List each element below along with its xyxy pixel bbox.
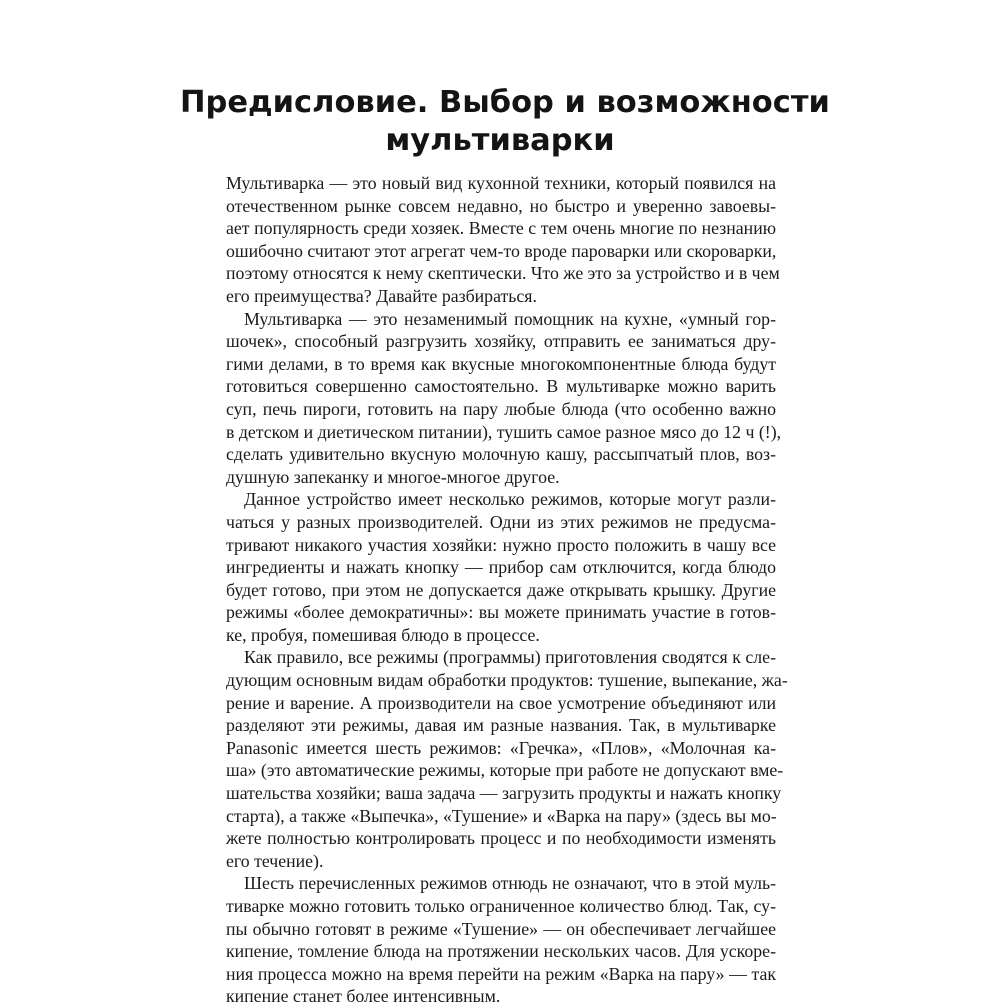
text-line: душную запеканку и многое-многое другое.	[226, 466, 560, 487]
text-line: шательства хозяйки; ваша задача — загрузить продукты и нажать кнопку	[226, 783, 782, 804]
text-line: тиварке можно готовить только ограниченное количество блюд. Так, су-	[226, 896, 776, 916]
text-line: режимы «более демократичны»: вы можете принимать участие в готов-	[226, 602, 776, 623]
text-line: ингредиенты и нажать кнопку — прибор сам отключится, когда блюдо	[226, 557, 776, 578]
title-line-2: мультиварки	[385, 123, 615, 158]
paragraph-2	[226, 308, 782, 489]
text-line: шочек», способный разгрузить хозяйку, отправить ее заниматься дру-	[226, 331, 776, 352]
text-line: пы обычно готовят в режиме «Тушение» — он обеспечивает легчайшее	[226, 918, 776, 939]
text-line: кипение станет более интенсивным.	[226, 986, 501, 1007]
paragraph-5	[226, 872, 776, 1008]
text-line: дующим основным видам обработки продуктов: тушение, выпекание, жа-	[226, 670, 788, 691]
text-line: в детском и диетическом питании), тушить самое разное мясо до 12 ч (!),	[226, 421, 782, 442]
text-line: старта), а также «Выпечка», «Тушение» и «Варка на пару» (здесь вы мо-	[226, 805, 777, 826]
text-line: его течение).	[226, 850, 324, 871]
text-line: ния процесса можно на время перейти на режим «Варка на пару» — так	[226, 963, 776, 984]
text-line: его преимущества? Давайте разбираться.	[226, 285, 537, 306]
text-line: сделать удивительно вкусную молочную кашу, рассыпчатый плов, воз-	[226, 444, 776, 465]
text-line: Мультиварка — это новый вид кухонной техники, который появился на	[226, 173, 776, 193]
text-line: суп, печь пироги, готовить на пару любые блюда (что особенно важно	[226, 398, 776, 419]
text-line: Данное устройство имеет несколько режимов, которые могут разли-	[244, 489, 776, 510]
text-line: Panasonic имеется шесть режимов: «Гречка», «Плов», «Молочная ка-	[226, 737, 776, 758]
paragraph-3	[226, 488, 776, 646]
text-line: тривают никакого участия хозяйки: нужно просто положить в чашу все	[226, 534, 776, 555]
text-line: поэтому относятся к нему скептически. Что же это за устройство и в чем	[226, 263, 780, 284]
page-title	[180, 84, 830, 160]
text-line: чаться у разных производителей. Одни из этих режимов не предусма-	[226, 511, 776, 532]
text-line: готовиться совершенно самостоятельно. В мультиварке можно варить	[226, 376, 776, 397]
text-line: Мультиварка — это незаменимый помощник на кухне, «умный гор-	[244, 308, 776, 329]
text-line: Как правило, все режимы (программы) приготовления сводятся к сле-	[244, 647, 776, 668]
text-line: гими делами, в то время как вкусные многокомпонентные блюда будут	[226, 353, 776, 374]
title-line-1: Предисловие. Выбор и возможности	[180, 85, 830, 120]
text-line: ке, пробуя, помешивая блюдо в процессе.	[226, 624, 540, 645]
text-line: будет готово, при этом не допускается даже открывать крышку. Другие	[226, 579, 776, 600]
paragraph-4	[226, 646, 788, 872]
paragraph-1	[226, 172, 780, 308]
text-line: ша» (это автоматические режимы, которые при работе не допускают вме-	[226, 760, 784, 781]
text-line: ошибочно считают этот агрегат чем-то вроде пароварки или скороварки,	[226, 240, 777, 261]
text-line: разделяют эти режимы, давая им разные названия. Так, в мультиварке	[226, 715, 776, 736]
text-line: кипение, томление блюда на протяжении нескольких часов. Для ускоре-	[226, 941, 776, 962]
text-line: отечественном рынке совсем недавно, но быстро и уверенно завоевы-	[226, 195, 776, 216]
text-line: рение и варение. А производители на свое усмотрение объединяют или	[226, 692, 776, 713]
text-line: Шесть перечисленных режимов отнюдь не означают, что в этой муль-	[244, 873, 776, 894]
text-line: жете полностью контролировать процесс и по необходимости изменять	[226, 828, 776, 849]
text-line: ает популярность среди хозяек. Вместе с тем очень многие по незнанию	[226, 218, 776, 239]
body-text	[226, 172, 788, 1008]
